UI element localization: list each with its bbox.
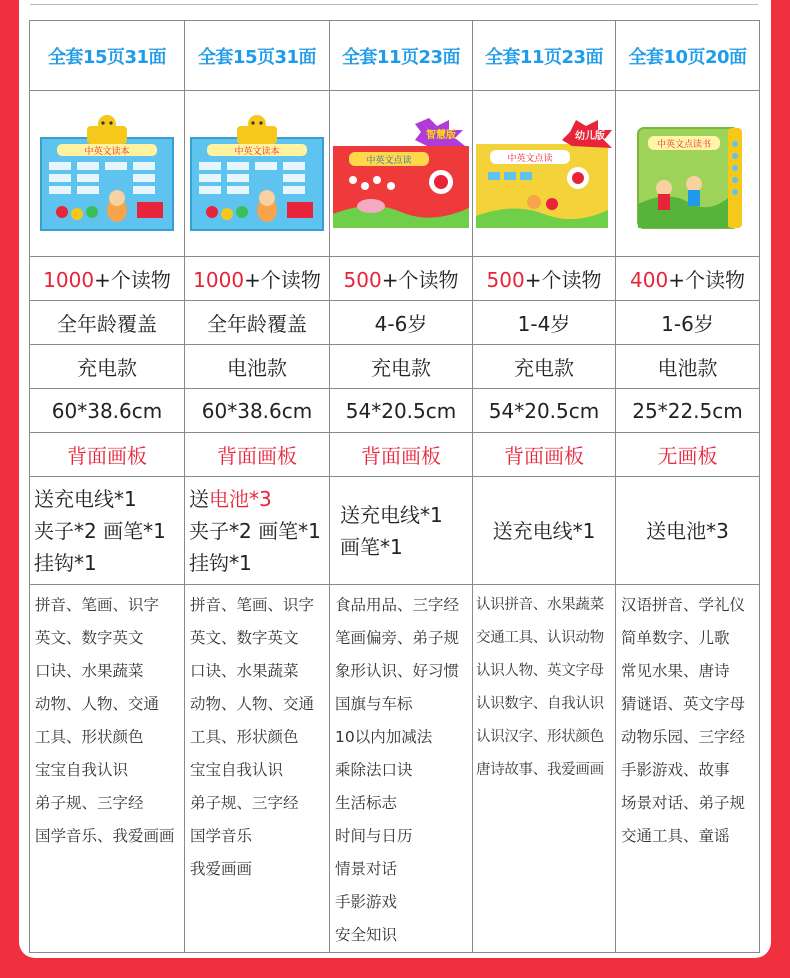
gift-line: 送电池*3 bbox=[646, 518, 729, 543]
content-item: 英文、数字英文 bbox=[35, 629, 144, 647]
content-item: 弟子规、三字经 bbox=[190, 794, 299, 812]
size-value: 60*38.6cm bbox=[201, 398, 313, 423]
power-type: 电池款 bbox=[657, 356, 718, 380]
reads-number: 500 bbox=[486, 268, 525, 292]
content-item: 认识拼音、水果蔬菜 bbox=[476, 597, 604, 613]
content-item: 工具、形状颜色 bbox=[35, 728, 144, 746]
reads-suffix: +个读物 bbox=[524, 268, 602, 292]
age-cell bbox=[616, 301, 760, 345]
content-item: 食品用品、三字经 bbox=[335, 596, 460, 614]
gift-cell bbox=[330, 477, 473, 585]
content-item: 认识人物、英文字母 bbox=[476, 663, 604, 679]
reads-value bbox=[344, 268, 459, 292]
page-count-header: 全套11页23面 bbox=[341, 46, 461, 68]
header-row bbox=[30, 21, 760, 91]
age-value: 全年龄覆盖 bbox=[57, 312, 157, 336]
toddler-edition-badge: 幼儿版 bbox=[575, 130, 605, 142]
content-item: 笔画偏旁、弟子规 bbox=[335, 629, 460, 647]
content-row bbox=[30, 585, 760, 953]
gift-prefix: 送 bbox=[189, 486, 209, 511]
power-cell bbox=[330, 345, 473, 389]
content-item: 认识汉字、形状颜色 bbox=[476, 729, 604, 745]
content-item: 交通工具、认识动物 bbox=[476, 630, 604, 646]
content-list bbox=[330, 585, 472, 952]
reads-cell bbox=[30, 257, 185, 301]
gift-list bbox=[185, 483, 329, 579]
reads-value bbox=[43, 268, 171, 292]
power-cell bbox=[30, 345, 185, 389]
reads-cell bbox=[616, 257, 760, 301]
size-row bbox=[30, 389, 760, 433]
content-item: 国旗与车标 bbox=[335, 695, 413, 713]
reads-suffix: +个读物 bbox=[244, 268, 321, 292]
gift-list bbox=[330, 499, 472, 563]
reading-book-image bbox=[628, 114, 748, 234]
content-item: 英文、数字英文 bbox=[190, 629, 299, 647]
gift-line bbox=[189, 483, 329, 515]
content-item: 动物、人物、交通 bbox=[35, 695, 160, 713]
gift-cell bbox=[185, 477, 330, 585]
content-list bbox=[185, 585, 329, 886]
gift-line: 送充电线*1 bbox=[34, 486, 137, 511]
content-item: 我爱画画 bbox=[190, 860, 253, 878]
gift-line: 画笔*1 bbox=[340, 534, 403, 559]
power-type: 充电款 bbox=[514, 356, 574, 380]
power-type: 电池款 bbox=[227, 356, 287, 380]
content-list bbox=[30, 585, 184, 853]
size-cell bbox=[330, 389, 473, 433]
size-value: 25*22.5cm bbox=[632, 398, 743, 423]
content-cell bbox=[185, 585, 330, 953]
power-type: 充电款 bbox=[77, 356, 137, 380]
reads-suffix: +个读物 bbox=[94, 268, 171, 292]
reads-value bbox=[193, 268, 321, 292]
content-item: 工具、形状颜色 bbox=[190, 728, 299, 746]
toddler-edition-chart-image bbox=[474, 114, 614, 234]
board-value: 背面画板 bbox=[217, 444, 297, 468]
power-type: 充电款 bbox=[371, 356, 431, 380]
chart-title-text: 中英文点读 bbox=[366, 155, 412, 166]
header-cell bbox=[473, 21, 616, 91]
reads-cell bbox=[185, 257, 330, 301]
content-item: 唐诗故事、我爱画画 bbox=[476, 762, 604, 778]
content-cell bbox=[473, 585, 616, 953]
age-row bbox=[30, 301, 760, 345]
content-item: 拼音、笔画、识字 bbox=[35, 596, 160, 614]
smart-edition-chart-image bbox=[331, 114, 471, 234]
size-cell bbox=[473, 389, 616, 433]
content-item: 动物乐园、三字经 bbox=[621, 728, 746, 746]
chart-title-text: 中英文点读书 bbox=[656, 139, 711, 150]
gift-row bbox=[30, 477, 760, 585]
content-item: 宝宝自我认识 bbox=[190, 761, 284, 779]
content-item: 宝宝自我认识 bbox=[35, 761, 129, 779]
size-value: 54*20.5cm bbox=[488, 398, 600, 423]
page-count-header: 全套11页23面 bbox=[484, 46, 604, 68]
power-cell bbox=[185, 345, 330, 389]
board-value: 背面画板 bbox=[361, 444, 441, 468]
content-item: 生活标志 bbox=[335, 794, 398, 812]
gift-cell bbox=[30, 477, 185, 585]
content-item: 手影游戏、故事 bbox=[621, 761, 730, 779]
content-cell bbox=[30, 585, 185, 953]
size-cell bbox=[30, 389, 185, 433]
reads-suffix: +个读物 bbox=[668, 268, 745, 292]
gift-line: 挂钩*1 bbox=[189, 550, 252, 575]
board-cell bbox=[473, 433, 616, 477]
board-cell bbox=[30, 433, 185, 477]
size-cell bbox=[616, 389, 760, 433]
content-item: 交通工具、童谣 bbox=[621, 827, 730, 845]
gift-line: 夹子*2 画笔*1 bbox=[189, 518, 321, 543]
content-item: 猜谜语、英文字母 bbox=[621, 695, 746, 713]
page-count-header: 全套15页31面 bbox=[47, 46, 167, 68]
size-cell bbox=[185, 389, 330, 433]
power-row bbox=[30, 345, 760, 389]
board-value: 背面画板 bbox=[67, 444, 147, 468]
gift-list bbox=[616, 515, 759, 547]
content-item: 10以内加减法 bbox=[335, 728, 433, 746]
page-count-header: 全套15页31面 bbox=[197, 46, 317, 68]
power-cell bbox=[616, 345, 760, 389]
content-item: 拼音、笔画、识字 bbox=[190, 596, 315, 614]
gift-line: 挂钩*1 bbox=[34, 550, 97, 575]
content-item: 时间与日历 bbox=[335, 827, 413, 845]
gift-list bbox=[30, 483, 184, 579]
reads-cell bbox=[330, 257, 473, 301]
board-value: 背面画板 bbox=[504, 444, 584, 468]
gift-cell bbox=[616, 477, 760, 585]
content-item: 认识数字、自我认识 bbox=[476, 696, 604, 712]
comparison-table bbox=[29, 20, 760, 953]
age-cell bbox=[185, 301, 330, 345]
size-value: 60*38.6cm bbox=[51, 398, 163, 423]
bilingual-wall-chart-image bbox=[187, 114, 327, 234]
content-item: 场景对话、弟子规 bbox=[621, 794, 746, 812]
board-value: 无画板 bbox=[657, 444, 718, 468]
header-cell bbox=[185, 21, 330, 91]
reads-number: 400 bbox=[630, 268, 669, 292]
content-cell bbox=[616, 585, 760, 953]
reads-cell bbox=[473, 257, 616, 301]
bilingual-wall-chart-image bbox=[37, 114, 177, 234]
gift-cell bbox=[473, 477, 616, 585]
content-item: 手影游戏 bbox=[335, 893, 398, 911]
age-cell bbox=[473, 301, 616, 345]
chart-title-text: 中英文读本 bbox=[84, 146, 130, 157]
content-item: 安全知识 bbox=[335, 926, 398, 944]
reads-number: 500 bbox=[343, 268, 382, 292]
board-cell bbox=[616, 433, 760, 477]
age-cell bbox=[330, 301, 473, 345]
gift-line: 送充电线*1 bbox=[340, 502, 443, 527]
page-count-header: 全套10页20面 bbox=[628, 46, 747, 68]
gift-highlight: 电池*3 bbox=[209, 486, 272, 511]
header-cell bbox=[30, 21, 185, 91]
content-item: 动物、人物、交通 bbox=[190, 695, 315, 713]
reads-value bbox=[630, 268, 745, 292]
gift-list bbox=[473, 515, 615, 547]
reads-row bbox=[30, 257, 760, 301]
content-item: 常见水果、唐诗 bbox=[621, 662, 730, 680]
image-cell bbox=[616, 91, 760, 257]
power-cell bbox=[473, 345, 616, 389]
image-cell bbox=[330, 91, 473, 257]
size-value: 54*20.5cm bbox=[345, 398, 457, 423]
age-value: 全年龄覆盖 bbox=[207, 312, 307, 336]
chart-title-text: 中英文点读 bbox=[507, 153, 553, 164]
image-cell bbox=[185, 91, 330, 257]
content-item: 口诀、水果蔬菜 bbox=[35, 662, 144, 680]
content-item: 弟子规、三字经 bbox=[35, 794, 144, 812]
age-value: 4-6岁 bbox=[374, 312, 428, 336]
content-item: 简单数字、儿歌 bbox=[621, 629, 730, 647]
header-cell bbox=[616, 21, 760, 91]
content-list bbox=[616, 585, 759, 853]
content-list bbox=[473, 585, 615, 787]
top-divider bbox=[30, 4, 758, 5]
gift-line: 送充电线*1 bbox=[492, 518, 596, 543]
gift-line: 夹子*2 画笔*1 bbox=[34, 518, 166, 543]
content-item: 国学音乐 bbox=[190, 827, 253, 845]
reads-number: 1000 bbox=[193, 268, 245, 292]
product-image-row bbox=[30, 91, 760, 257]
content-cell bbox=[330, 585, 473, 953]
age-value: 1-6岁 bbox=[661, 312, 714, 336]
smart-edition-badge: 智慧版 bbox=[426, 129, 456, 141]
age-value: 1-4岁 bbox=[517, 312, 571, 336]
age-cell bbox=[30, 301, 185, 345]
header-cell bbox=[330, 21, 473, 91]
content-item: 情景对话 bbox=[335, 860, 398, 878]
board-cell bbox=[330, 433, 473, 477]
reads-suffix: +个读物 bbox=[381, 268, 459, 292]
reads-value bbox=[487, 268, 602, 292]
content-item: 乘除法口诀 bbox=[335, 761, 413, 779]
content-item: 口诀、水果蔬菜 bbox=[190, 662, 299, 680]
image-cell bbox=[473, 91, 616, 257]
reads-number: 1000 bbox=[43, 268, 95, 292]
board-cell bbox=[185, 433, 330, 477]
content-item: 汉语拼音、学礼仪 bbox=[621, 596, 746, 614]
chart-title-text: 中英文读本 bbox=[234, 146, 280, 157]
content-item: 象形认识、好习惯 bbox=[335, 662, 460, 680]
image-cell bbox=[30, 91, 185, 257]
board-row bbox=[30, 433, 760, 477]
content-item: 国学音乐、我爱画画 bbox=[35, 827, 175, 845]
